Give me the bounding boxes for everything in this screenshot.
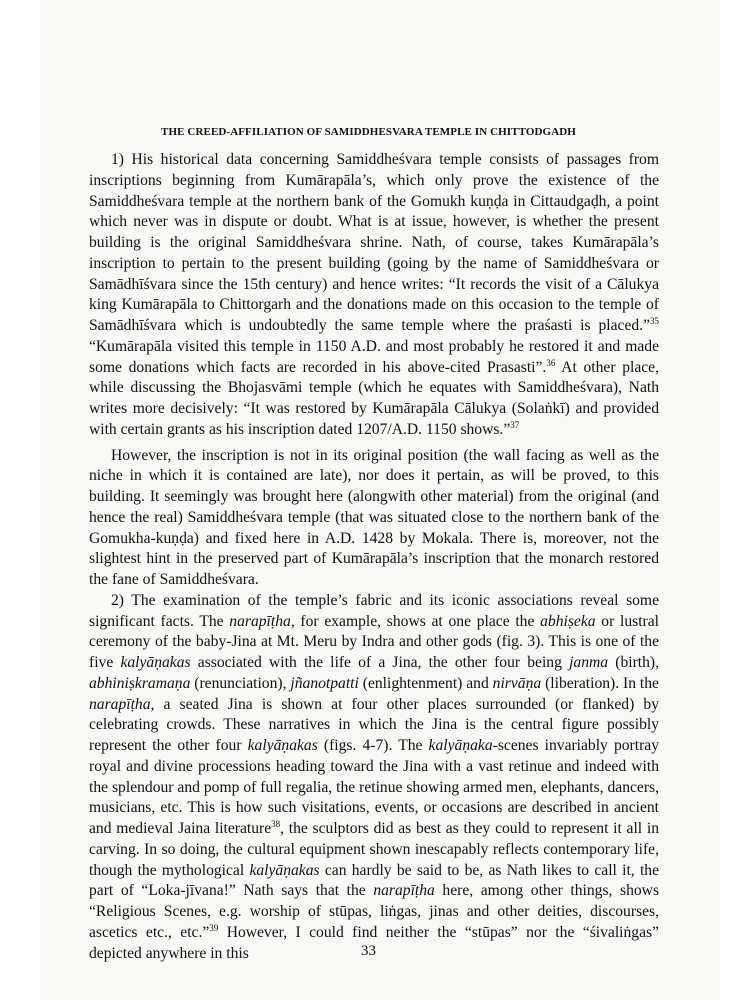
footnote-ref: 39	[209, 922, 219, 933]
footnote-ref: 36	[546, 357, 556, 368]
text-run: (birth),	[608, 654, 659, 671]
text-run: , a seated Jina is shown at four other places surrounded (or flanked) by celebrating crowds. These narratives in which the Jina is the central figure possibly represent the other four	[89, 695, 659, 754]
text-run: here, among other things, shows “Religious Scenes, e.g. worship of stūpas, liṅgas, jinas and other deities, discourses, ascetics etc., etc.”	[89, 882, 660, 941]
italic-term: narapīṭha	[373, 882, 435, 900]
text-run: , for example, shows at one place the	[290, 612, 541, 630]
paragraph-2	[89, 446, 659, 591]
text-run: or lustral ceremony of the baby-Jina at Mt. Meru by Indra and other gods (fig. 3). This is one of the five	[89, 612, 659, 671]
text-run: (figs. 4-7). The	[317, 737, 429, 754]
running-head: THE CREED-AFFILIATION OF SAMIDDHESVARA TEMPLE IN CHITTODGADH	[161, 126, 576, 138]
text-run: However, the inscription is not in its original position (the wall facing as well as the niche in which it is contained are late), nor does it pertain, as will be proved, to this building. It seemingly was brought here (alongwith other material) from the original (and hence the real) Samiddheśvara temple (that was situated close to the northern bank of the Gomukha-kuṇḍa) and fixed here in A.D. 1428 by Mokala. There is, moreover, not the slightest hint in the preserved part of Kumārapāla’s inscription that the monarch restored the fane of Samiddheśvara.	[89, 446, 659, 588]
text-run: (liberation). In the	[541, 674, 659, 692]
italic-term: kalyāṇakas	[249, 861, 320, 879]
italic-term: jñanotpatti	[290, 674, 359, 692]
italic-term: abhiniṣkramaṇa	[89, 674, 191, 692]
footnote-ref: 37	[510, 419, 520, 430]
italic-term: narapīṭha	[229, 612, 291, 630]
text-run: 2) The examination of the temple’s fabric and its iconic associations reveal some significant facts. The	[89, 591, 659, 630]
text-run: 1) His historical data concerning Samiddheśvara temple consists of passages from inscriptions beginning from Kumārapāla’s, which only prove the existence of the Samiddheśvara temple at the northern bank of the Gomukh kuṇḍa in Cittaudgaḍh, a point which never was in dispute or doubt. What is at issue, however, is whether the present building is the original Samiddheśvara shrine. Nath, of course, takes Kumārapāla’s inscription to pertain to the present building (going by the name of Samiddheśvara or Samādhīśvara since the 15th century) and hence writes: “It records the visit of a Cālukya king Kumārapāla to Chittorgarh and the donations made on this occasion to the temple of Samādhīśvara which is undoubtedly the same temple where the praśasti is placed.”	[89, 151, 659, 334]
text-run: (enlightenment) and	[358, 674, 493, 692]
footnote-ref: 38	[271, 818, 281, 829]
text-run: “Kumārapāla visited this temple in 1150 A.D. and most probably he restored it and made some donations which facts are recorded in his above-cited Prasasti”.	[89, 337, 659, 376]
italic-term: abhiṣeka	[540, 612, 596, 630]
italic-term: nirvāṇa	[492, 674, 542, 692]
text-run: associated with the life of a Jina, the other four being	[190, 654, 570, 671]
italic-term: narapīṭha	[89, 695, 151, 713]
text-run: -scenes invariably portray royal and divine processions heading toward the Jina with a vast retinue and indeed with the splendour and pomp of full regalia, the retinue showing armed men, elephants, dancers, musicians, etc. This is how such visitations, events, or occasions are described in ancient and medieval Jaina literature	[89, 737, 659, 837]
footnote-ref: 35	[650, 315, 659, 326]
text-run: , the sculptors did as best as they could to represent it all in carving. In so doing, the cultural equipment shown inescapably reflects contemporary life, though the mythological	[89, 820, 659, 879]
text-run: At other place, while discussing the Bhojasvāmi temple (which he equates with Samiddheśvara), Nath writes more decisively: “It was restored by Kumārapāla Cālukya (Solaṅkī) and provided with certain grants as his inscription dated 1207/A.D. 1150 shows.”	[89, 358, 659, 438]
italic-term: kalyāṇakas	[247, 737, 318, 754]
body-text	[89, 150, 659, 964]
text-run: can hardly be said to be, as Nath likes to call it, the part of “Loka-jīvana!” Nath says that the	[89, 861, 659, 900]
paragraph-1	[89, 150, 659, 441]
text-run: However, I could find neither the “stūpas” nor the “śivaliṅgas” depicted anywhere in this	[89, 923, 659, 962]
italic-term: janma	[569, 654, 609, 671]
text-run: (renunciation),	[190, 674, 291, 692]
paragraph-3	[89, 591, 659, 965]
italic-term: kalyāṇaka	[428, 737, 493, 754]
italic-term: kalyāṇakas	[120, 654, 191, 671]
page-number: 33	[361, 943, 376, 959]
